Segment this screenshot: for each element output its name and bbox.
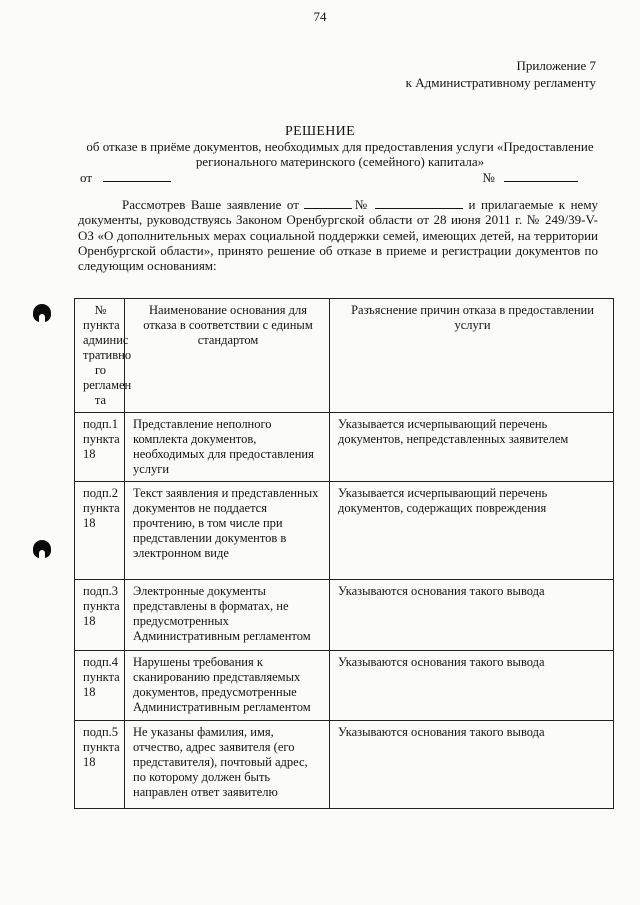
table-row: [75, 651, 614, 721]
header-ground-name: Наименование основания для отказа в соответствии с единым стандартом: [125, 299, 330, 413]
row-point-cell: подп. 3 пункта 18: [75, 580, 125, 651]
header-point-number: № пункта админис тративно го регламен та: [75, 299, 125, 413]
row-explanation-cell: Указываются основания такого вывода: [330, 721, 614, 809]
paragraph-part-2: и прилагаемые к нему документы, руководствуясь Законом Оренбургской области от 28 июня 2011 г. № 249/39-V-ОЗ «О дополнительных мерах социальной поддержки семей, имеющих детей, на территории Оренбургской области», принято решение об отказе в приеме и регистрации документов по следующим основаниям:: [78, 197, 599, 274]
application-number-blank: [375, 197, 463, 209]
table-row: [75, 413, 614, 482]
row-point-cell: подп. 4 пункта 18: [75, 651, 125, 721]
document-subtitle: об отказе в приёме документов, необходимых для предоставления услуги «Предоставление регионального материнского (семейного) капитала»: [86, 139, 594, 169]
row-reason-cell: Нарушены требования к сканированию представляемых документов, предусмотренные Административным регламентом: [125, 651, 330, 721]
table-row: [75, 580, 614, 651]
number-label: №: [482, 170, 495, 185]
row-reason-cell: Текст заявления и представленных документов не поддается прочтению, в том числе при представлении документов в электронном виде: [125, 482, 330, 580]
punch-hole-mark: [33, 304, 51, 322]
punch-hole-mark: [33, 540, 51, 558]
date-number-line: [80, 170, 600, 186]
row-point-cell: подп. 1 пункта 18: [75, 413, 125, 482]
appendix-header: [406, 57, 596, 91]
date-blank: [103, 170, 171, 182]
row-point-cell: подп. 5 пункта 18: [75, 721, 125, 809]
number-field: [482, 170, 578, 186]
document-title: РЕШЕНИЕ: [285, 124, 355, 139]
header-explanation: Разъяснение причин отказа в предоставлении услуги: [330, 299, 614, 413]
application-date-blank: [304, 197, 352, 209]
appendix-line-1: Приложение 7: [516, 58, 596, 73]
decision-paragraph: [78, 197, 598, 273]
paragraph-part-1: Рассмотрев Ваше заявление от: [122, 197, 299, 212]
table-row: [75, 721, 614, 809]
table-header-row: [75, 299, 614, 413]
paragraph-no-sign: №: [352, 197, 370, 212]
row-explanation-cell: Указывается исчерпывающий перечень документов, непредставленных заявителем: [330, 413, 614, 482]
row-explanation-cell: Указываются основания такого вывода: [330, 580, 614, 651]
row-reason-cell: Не указаны фамилия, имя, отчество, адрес заявителя (его представителя), почтовый адрес, по которому должен быть направлен ответ заявителю: [125, 721, 330, 809]
table-row: [75, 482, 614, 580]
row-reason-cell: Представление неполного комплекта документов, необходимых для предоставления услуги: [125, 413, 330, 482]
refusal-grounds-table: [74, 298, 614, 809]
row-point-cell: подп. 2 пункта 18: [75, 482, 125, 580]
number-blank: [504, 170, 578, 182]
row-explanation-cell: Указывается исчерпывающий перечень документов, содержащих повреждения: [330, 482, 614, 580]
page-number: 74: [313, 9, 327, 24]
row-reason-cell: Электронные документы представлены в форматах, не предусмотренных Административным регламентом: [125, 580, 330, 651]
appendix-line-2: к Административному регламенту: [405, 75, 596, 90]
from-label: от: [80, 170, 93, 185]
row-explanation-cell: Указываются основания такого вывода: [330, 651, 614, 721]
